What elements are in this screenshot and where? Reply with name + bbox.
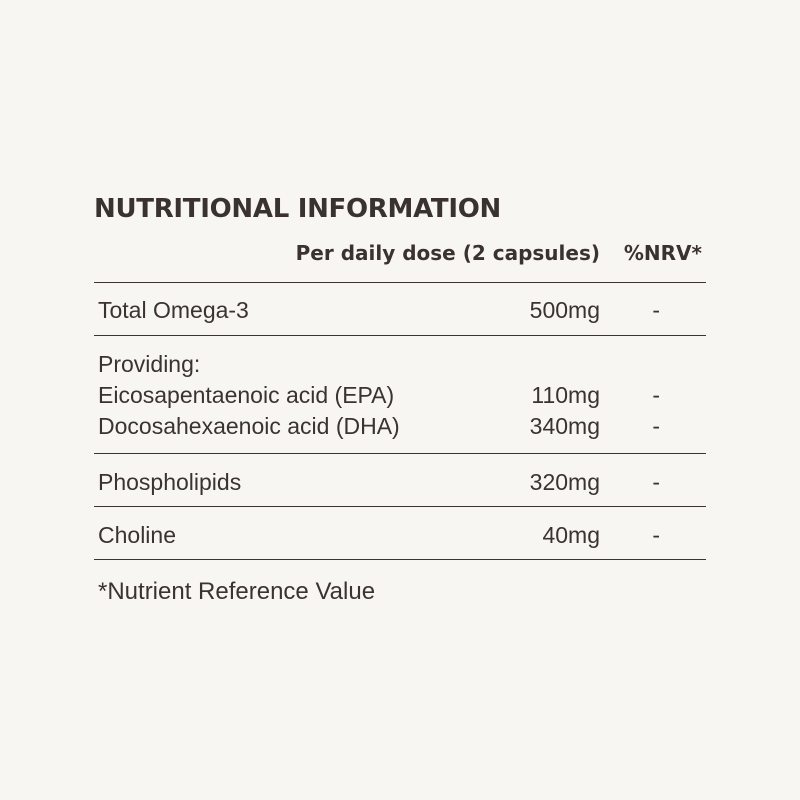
nutrient-name: Docosahexaenoic acid (DHA) xyxy=(98,413,400,439)
table-row xyxy=(98,520,706,550)
group-heading-row xyxy=(98,349,706,379)
dose-column-header: Per daily dose (2 capsules) xyxy=(295,241,600,265)
table-row-total-omega-3 xyxy=(94,283,706,336)
nutrient-name: Eicosapentaenoic acid (EPA) xyxy=(98,382,395,408)
group-heading: Providing: xyxy=(98,351,201,377)
nutrient-amount: 320mg xyxy=(529,469,600,495)
nutrient-nrv: - xyxy=(652,297,660,323)
nutrient-nrv: - xyxy=(652,382,660,408)
table-row xyxy=(98,467,706,497)
nutrient-amount: 340mg xyxy=(529,413,600,439)
table-row-phospholipids xyxy=(94,454,706,507)
footnote: *Nutrient Reference Value xyxy=(98,578,376,605)
table-row xyxy=(98,295,706,325)
nutrient-amount: 40mg xyxy=(542,522,600,548)
table-row-choline xyxy=(94,507,706,560)
nutrient-amount: 500mg xyxy=(529,297,600,323)
nutrient-nrv: - xyxy=(652,413,660,439)
table-group-providing xyxy=(94,336,706,454)
nutrition-panel xyxy=(94,190,706,607)
nutrient-name: Phospholipids xyxy=(98,469,242,495)
nutrient-name: Total Omega-3 xyxy=(98,297,249,323)
table-header xyxy=(94,228,706,283)
nutrient-nrv: - xyxy=(652,522,660,548)
table-row xyxy=(98,380,706,410)
page-title: NUTRITIONAL INFORMATION xyxy=(94,194,501,224)
nutrient-amount: 110mg xyxy=(531,382,600,408)
nutrient-name: Choline xyxy=(98,522,176,548)
nrv-column-header: %NRV* xyxy=(623,241,702,265)
nutrient-nrv: - xyxy=(652,469,660,495)
table-row xyxy=(98,411,706,441)
